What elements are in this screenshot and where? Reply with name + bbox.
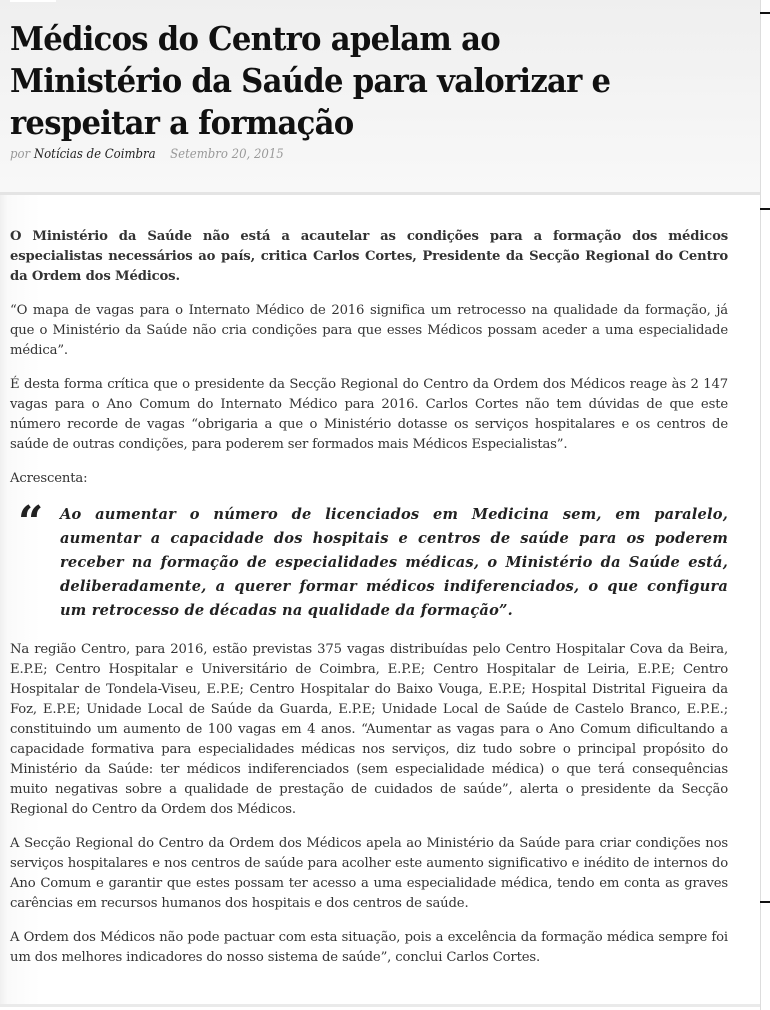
sidebar-tick: [760, 901, 770, 903]
author-link[interactable]: Notícias de Coimbra: [33, 147, 156, 162]
article-body: [10, 227, 728, 982]
category-label-remnant: [10, 0, 56, 2]
article-header: [0, 0, 760, 195]
article-paragraph: “O mapa de vagas para o Internato Médico de 2016 significa um retrocesso na qualidade da formação, já que o Ministério da Saúde não cria condições para que esses Médicos possam aceder a uma especialidade médica”.: [10, 303, 728, 358]
quote-text: Ao aumentar o número de licenciados em Medicina sem, em paralelo, aumentar a capacidade dos hospitais e centros de saúde para os poderem receber na formação de especialidades médicas, o Ministério da Saúde está, deliberadamente, a querer formar médicos indiferenciados, o que configura um retrocesso de décadas na qualidade da formação”.: [60, 506, 728, 619]
sidebar-divider: [760, 0, 761, 1010]
article-paragraph: A Ordem dos Médicos não pode pactuar com esta situação, pois a excelência da formação médica sempre foi um dos melhores indicadores do nosso sistema de saúde”, conclui Carlos Cortes.: [10, 930, 728, 965]
sidebar-tick: [760, 208, 770, 210]
article-byline: [10, 147, 284, 162]
footer-divider: [0, 1004, 760, 1007]
article-paragraph: Acrescenta:: [10, 471, 88, 486]
article-paragraph: A Secção Regional do Centro da Ordem dos Médicos apela ao Ministério da Saúde para criar condições nos serviços hospitalares e nos centros de saúde para acolher este aumento significativo e inédito de internos do Ano Comum e garantir que estes possam ter acesso a uma especialidade médica, tendo em conta as graves carências em recursos humanos dos hospitais e dos centros de saúde.: [10, 836, 728, 911]
article-paragraph: É desta forma crítica que o presidente da Secção Regional do Centro da Ordem dos Médicos reage às 2 147 vagas para o Ano Comum do Internato Médico para 2016. Carlos Cortes não tem dúvidas de que este número recorde de vagas “obrigaria a que o Ministério dotasse os serviços hospitalares e os centros de saúde de outras condições, para poderem ser formados mais Médicos Especialistas”.: [10, 377, 728, 452]
blockquote: [10, 497, 728, 623]
byline-prefix: por: [10, 147, 31, 162]
article-title: Médicos do Centro apelam ao Ministério da Saúde para valorizar e respeitar a formação: [10, 19, 611, 142]
article-content: [0, 195, 760, 1005]
quote-mark-icon: “: [18, 497, 44, 548]
article-lead: O Ministério da Saúde não está a acautelar as condições para a formação dos médicos especialistas necessários ao país, critica Carlos Cortes, Presidente da Secção Regional do Centro da Ordem dos Médicos.: [10, 229, 728, 284]
publish-date: Setembro 20, 2015: [170, 147, 284, 162]
sidebar-tick: [760, 12, 770, 14]
article-paragraph: Na região Centro, para 2016, estão previstas 375 vagas distribuídas pelo Centro Hospitalar Cova da Beira, E.P.E; Centro Hospitalar e Universitário de Coimbra, E.P.E; Centro Hospitalar de Leiria, E.P.E; Centro Hospitalar de Tondela-Viseu, E.P.E; Centro Hospitalar do Baixo Vouga, E.P.E; Hospital Distrital Figueira da Foz, E.P.E; Unidade Local de Saúde da Guarda, E.P.E; Unidade Local de Saúde de Castelo Branco, E.P.E.; constituindo um aumento de 100 vagas em 4 anos. “Aumentar as vagas para o Ano Comum dificultando a capacidade formativa para especialidades médicas nos serviços, diz tudo sobre o principal propósito do Ministério da Saúde: ter médicos indiferenciados (sem especialidade médica) o que terá consequências muito negativas sobre a qualidade de prestação de cuidados de saúde”, alerta o presidente da Secção Regional do Centro da Ordem dos Médicos.: [10, 642, 728, 817]
